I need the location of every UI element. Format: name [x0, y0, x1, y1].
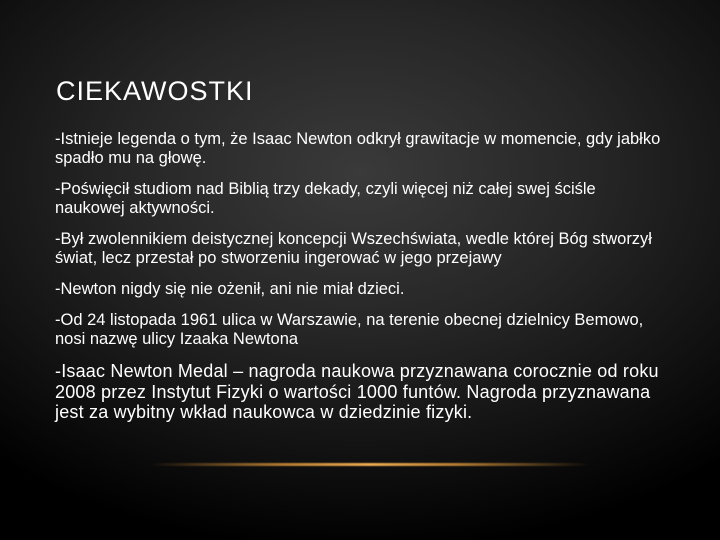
bullet-item: -Newton nigdy się nie ożenił, ani nie miał dzieci. — [55, 280, 405, 298]
slide-title: CIEKAWOSTKI — [56, 76, 254, 106]
bullet-item: -Isaac Newton Medal – nagroda naukowa przyznawana corocznie od roku 2008 przez Instytut Fizyki o wartości 1000 funtów. Nagroda przyznawana jest za wybitny wkład naukowca w dziedzinie fizyki. — [55, 361, 659, 422]
bullet-list — [55, 130, 665, 435]
bullet-item: -Był zwolennikiem deistycznej koncepcji Wszechświata, wedle której Bóg stworzył świat, lecz przestał po stworzeniu ingerować w jego przejawy — [55, 230, 652, 267]
bullet-item: -Poświęcił studiom nad Biblią trzy dekady, czyli więcej niż całej swej ściśle naukowej aktywności. — [55, 180, 596, 217]
bullet-item: -Istnieje legenda o tym, że Isaac Newton odkrył grawitacje w momencie, gdy jabłko spadło mu na głowę. — [55, 130, 661, 167]
accent-divider-line — [150, 463, 590, 466]
bullet-item: -Od 24 listopada 1961 ulica w Warszawie, na terenie obecnej dzielnicy Bemowo, nosi nazwę ulicy Izaaka Newtona — [55, 311, 644, 348]
